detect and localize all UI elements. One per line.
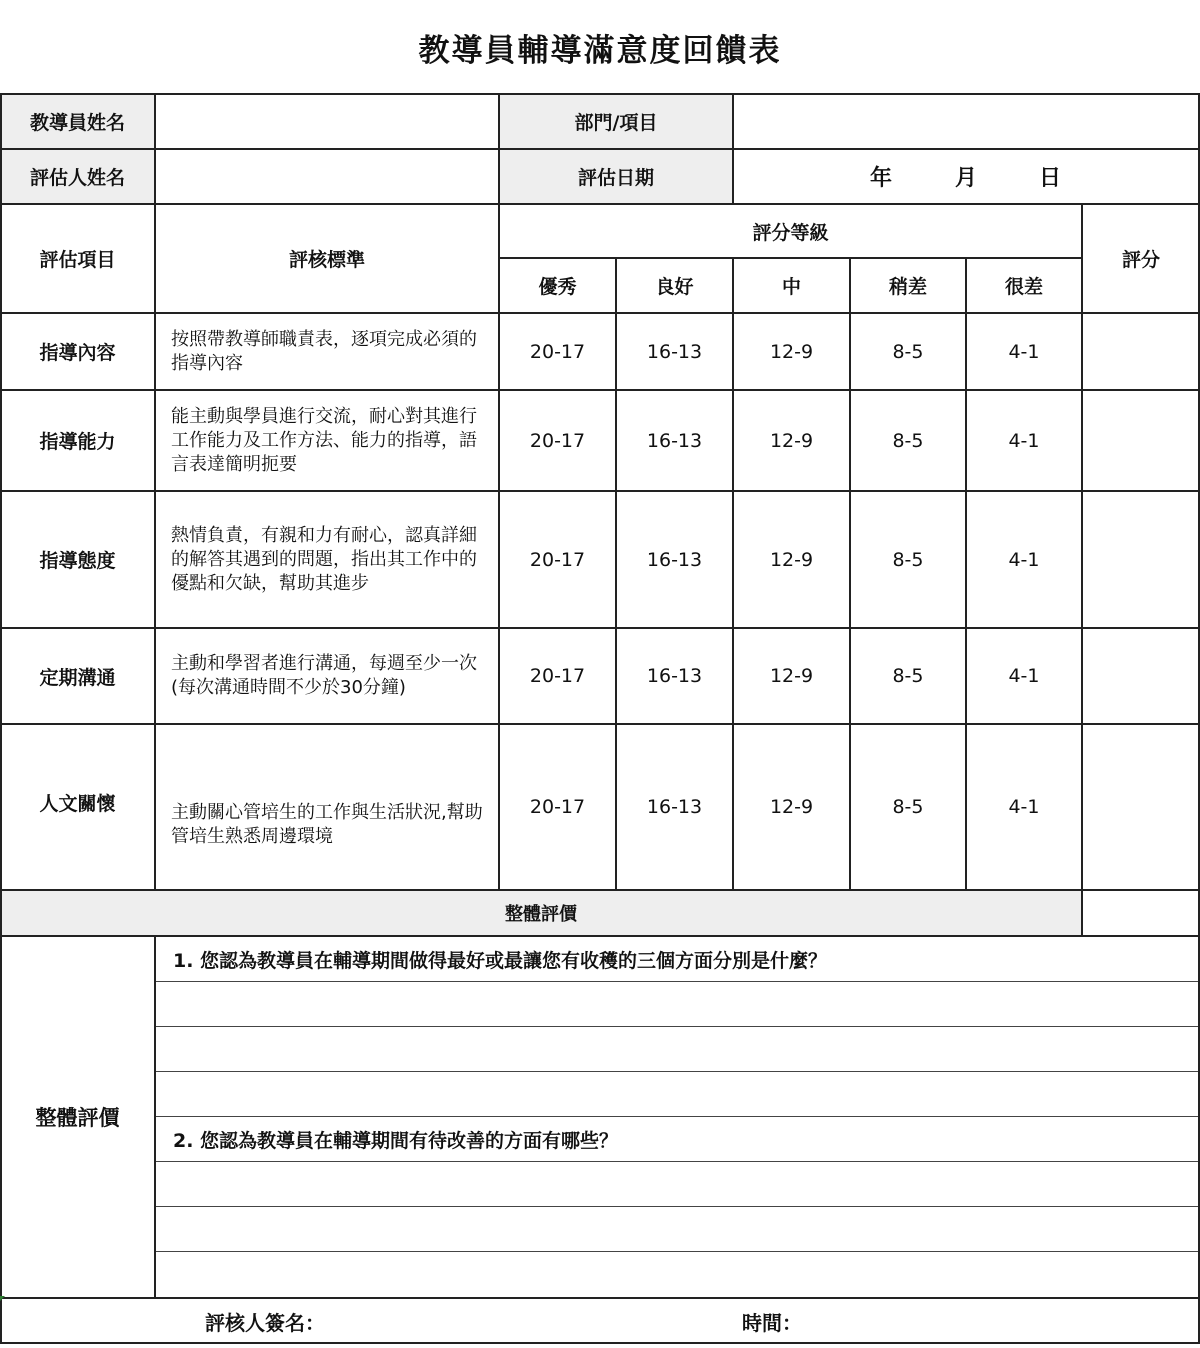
row-item-label: 指導態度 — [39, 550, 116, 572]
range-good: 16-13 — [646, 548, 703, 571]
department-label: 部門/項目 — [574, 112, 658, 134]
score-field[interactable] — [1082, 390, 1200, 491]
range-poor: 4-1 — [1008, 665, 1040, 687]
grid-line — [615, 257, 617, 890]
range-fair: 8-5 — [892, 340, 924, 363]
range-good: 16-13 — [646, 796, 703, 818]
row-standard: 主動關心管培生的工作與生活狀況,幫助管培生熟悉周邊環境 — [171, 802, 483, 847]
range-good: 16-13 — [646, 665, 703, 687]
grid-line — [0, 889, 1200, 891]
evaluator-name-field[interactable] — [155, 149, 499, 204]
score-field[interactable] — [1082, 313, 1200, 390]
range-average: 12-9 — [769, 665, 814, 687]
range-average: 12-9 — [769, 796, 814, 818]
row-item-label: 人文關懷 — [39, 792, 116, 815]
range-poor: 4-1 — [1008, 429, 1040, 452]
grid-line — [154, 93, 156, 890]
col-header-score: 評分 — [1121, 249, 1160, 271]
col-header-item: 評估項目 — [39, 249, 116, 271]
signature-label: 評核人簽名： — [205, 1310, 325, 1335]
overall-evaluation-label: 整體評價 — [35, 1106, 120, 1130]
range-excellent: 20-17 — [529, 665, 586, 687]
grid-line — [155, 981, 1200, 982]
grid-line — [849, 257, 851, 890]
range-average: 12-9 — [769, 429, 814, 452]
department-field[interactable] — [733, 94, 1200, 149]
score-field[interactable] — [1082, 491, 1200, 628]
grade-fair: 稍差 — [888, 276, 927, 298]
range-excellent: 20-17 — [529, 429, 586, 452]
row-item-label: 指導能力 — [39, 431, 116, 453]
time-label: 時間： — [742, 1310, 802, 1335]
grid-line — [155, 1251, 1200, 1252]
grid-line — [498, 93, 500, 890]
grid-line — [155, 1161, 1200, 1162]
grid-line — [1081, 203, 1083, 936]
grid-line — [0, 312, 1200, 314]
grid-line — [0, 723, 1200, 725]
grid-line — [0, 935, 1200, 937]
grid-line — [154, 935, 156, 1298]
range-excellent: 20-17 — [529, 548, 586, 571]
range-good: 16-13 — [646, 340, 703, 363]
range-average: 12-9 — [769, 548, 814, 571]
range-fair: 8-5 — [892, 429, 924, 452]
grid-line — [0, 93, 1200, 95]
range-poor: 4-1 — [1008, 340, 1040, 363]
grid-line — [0, 1297, 1200, 1299]
evaluator-name-label: 評估人姓名 — [29, 167, 125, 189]
grid-line — [0, 627, 1200, 629]
grade-average: 中 — [781, 276, 801, 298]
col-header-standard: 評核標準 — [288, 249, 365, 271]
range-average: 12-9 — [769, 340, 814, 363]
grid-line — [155, 1116, 1200, 1117]
form-title: 教導員輔導滿意度回饋表 — [418, 32, 782, 69]
range-excellent: 20-17 — [529, 340, 586, 363]
range-fair: 8-5 — [892, 796, 924, 818]
date-month-label: 月 — [955, 166, 978, 191]
col-header-grade: 評分等級 — [752, 221, 829, 244]
range-poor: 4-1 — [1008, 548, 1040, 571]
row-standard: 熱情負責，有親和力有耐心，認真詳細的解答其遇到的問題，指出其工作中的優點和欠缺，幫助其進步 — [171, 524, 477, 594]
question-best-aspects: 1. 您認為教導員在輔導期間做得最好或最讓您有收穫的三個方面分別是什麼？ — [173, 949, 828, 972]
overall-evaluation-row-label: 整體評價 — [505, 904, 577, 925]
grid-line — [155, 1071, 1200, 1072]
answer-line[interactable] — [155, 1252, 1200, 1298]
signature-field[interactable] — [340, 1298, 720, 1344]
grid-line — [155, 1026, 1200, 1027]
grid-line — [0, 148, 1200, 150]
range-excellent: 20-17 — [529, 796, 586, 818]
question-improvements: 2. 您認為教導員在輔導期間有待改善的方面有哪些？ — [173, 1130, 619, 1152]
grid-line — [965, 257, 967, 890]
grid-line — [0, 203, 1200, 205]
evaluation-date-field[interactable] — [733, 149, 1200, 204]
answer-line[interactable] — [155, 1072, 1200, 1117]
answer-line[interactable] — [155, 982, 1200, 1027]
date-day-label: 日 — [1039, 166, 1062, 191]
grid-line — [732, 257, 734, 890]
range-fair: 8-5 — [892, 548, 924, 571]
range-good: 16-13 — [646, 429, 703, 452]
answer-line[interactable] — [155, 1027, 1200, 1072]
mentor-name-field[interactable] — [155, 94, 499, 149]
grade-excellent: 優秀 — [538, 276, 577, 298]
score-field[interactable] — [1082, 724, 1200, 890]
row-standard: 按照帶教導師職責表，逐項完成必須的指導內容 — [171, 328, 477, 374]
range-poor: 4-1 — [1008, 796, 1040, 818]
grid-line — [499, 257, 1082, 259]
answer-line[interactable] — [155, 1207, 1200, 1252]
overall-score-field[interactable] — [1082, 890, 1200, 936]
grid-line — [0, 1342, 1200, 1344]
grid-line — [0, 389, 1200, 391]
grid-line — [0, 490, 1200, 492]
score-field[interactable] — [1082, 628, 1200, 724]
corner-marker-icon — [0, 1296, 5, 1301]
time-field[interactable] — [820, 1298, 1190, 1344]
grid-line — [732, 93, 734, 204]
grade-poor: 很差 — [1004, 276, 1043, 298]
grid-line — [0, 93, 2, 1344]
row-standard: 主動和學習者進行溝通，每週至少一次(每次溝通時間不少於30分鐘) — [171, 653, 477, 698]
grade-good: 良好 — [655, 276, 694, 298]
row-standard: 能主動與學員進行交流，耐心對其進行工作能力及工作方法、能力的指導，語言表達簡明扼要 — [171, 405, 477, 475]
mentor-name-label: 教導員姓名 — [29, 112, 125, 134]
row-item-label: 指導內容 — [39, 342, 116, 364]
date-year-label: 年 — [870, 166, 893, 191]
answer-line[interactable] — [155, 1162, 1200, 1207]
grid-line — [155, 1206, 1200, 1207]
row-item-label: 定期溝通 — [39, 666, 116, 689]
evaluation-date-label: 評估日期 — [577, 167, 654, 189]
range-fair: 8-5 — [892, 665, 924, 687]
